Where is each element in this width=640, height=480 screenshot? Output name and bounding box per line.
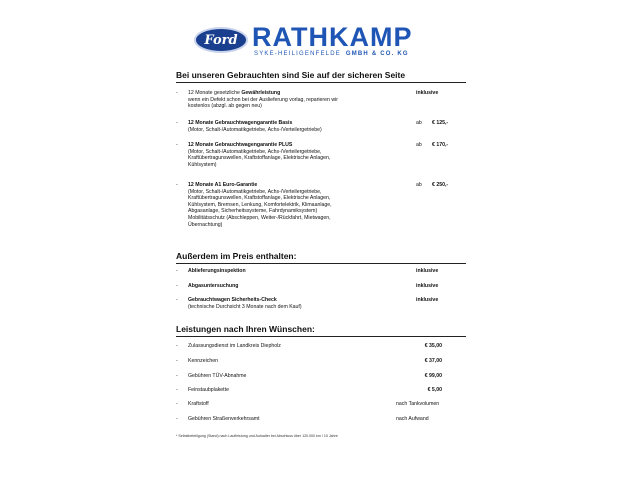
item-price-prefix: ab: [416, 142, 422, 148]
item-dash: -: [176, 387, 178, 393]
item-price: inklusive: [416, 283, 439, 289]
item-label: Feinstaubplakette: [188, 387, 229, 393]
section-title-included: Außerdem im Preis enthalten:: [176, 251, 466, 264]
item-dash: -: [176, 416, 178, 422]
item-label: Zulassungsdienst im Landkreis Diepholz: [188, 343, 281, 349]
item-dash: -: [176, 343, 178, 349]
item-note: kostenlos (abzgl. ab gegen neu): [188, 103, 262, 110]
item-title: 12 Monate Gebrauchtwagengarantie Basis: [188, 120, 293, 126]
item-note: Abgasanlage, Sicherheitssysteme, Fahrdynamiksystem): [188, 208, 318, 215]
item-dash: -: [176, 283, 178, 289]
item-dash: -: [176, 401, 178, 407]
item-note: wenn ein Defekt schon bei der Auslieferung vorlag, reparieren wir: [188, 96, 338, 103]
brand-name: RATHKAMP: [252, 22, 413, 52]
item-dash: -: [176, 142, 178, 148]
item-note: Übernachtung): [188, 221, 223, 228]
item-title: Abgasuntersuchung: [188, 283, 239, 289]
section-title-warranty: Bei unseren Gebrauchten sind Sie auf der sicheren Seite: [176, 70, 466, 83]
item-price: € 5,00: [427, 387, 442, 393]
item-dash: -: [176, 297, 178, 303]
item-note: (Motor, Schalt-/Automatikgetriebe, Achs-/Verteilergetriebe,: [188, 188, 322, 195]
item-price-prefix: ab: [416, 182, 422, 188]
item-title: Ablieferungsinspektion: [188, 268, 246, 274]
item-title: Gewährleistung: [241, 90, 281, 96]
item-note: (technische Durchsicht 3 Monate nach dem Kauf): [188, 303, 302, 310]
brand-subline: [254, 51, 409, 57]
item-price: € 125,-: [432, 120, 449, 126]
item-prefix: 12 Monate gesetzliche: [188, 90, 242, 96]
item-price: inklusive: [416, 90, 439, 96]
item-price: inklusive: [416, 268, 439, 274]
ford-label: Ford: [204, 32, 238, 48]
item-label: Gebühren Straßenverkehrsamt: [188, 416, 260, 422]
item-dash: -: [176, 373, 178, 379]
item-price: € 35,00: [424, 343, 442, 349]
item-dash: -: [176, 268, 178, 274]
item-dash: -: [176, 90, 178, 96]
item-label: Gebühren TÜV-Abnahme: [188, 373, 247, 379]
item-label: Kraftstoff: [188, 401, 209, 407]
item-note: Kraftübertragunswellen, Kraftstoffanlage, Elektrische Anlagen,: [188, 155, 331, 162]
item-price-prefix: ab: [416, 120, 422, 126]
item-note: Kraftübertragunswellen, Kraftstoffanlage, Elektrische Anlagen,: [188, 195, 331, 202]
item-note: nach Aufwand: [396, 416, 429, 422]
item-price: € 170,-: [432, 142, 449, 148]
item-price: € 37,00: [424, 358, 442, 364]
item-dash: -: [176, 358, 178, 364]
item-title: 12 Monate Gebrauchtwagengarantie PLUS: [188, 142, 293, 148]
item-note: (Motor, Schalt-/Automatikgetriebe, Achs-/Verteilergetriebe): [188, 126, 322, 133]
item-price: inklusive: [416, 297, 439, 303]
ford-oval-logo: [194, 27, 248, 53]
item-dash: -: [176, 120, 178, 126]
item-label: Kennzeichen: [188, 358, 218, 364]
company-logo: [194, 24, 434, 60]
section-title-services: Leistungen nach Ihren Wünschen:: [176, 324, 466, 337]
item-title: 12 Monate A1 Euro-Garantie: [188, 182, 258, 188]
item-note: Kühlsystem): [188, 161, 217, 168]
item-title: Gebrauchtwagen Sicherheits-Check: [188, 297, 277, 303]
brand-company-form: GMBH & CO. KG: [345, 51, 409, 57]
item-note: nach Tankvolumen: [396, 401, 440, 407]
item-price: € 250,-: [432, 182, 449, 188]
item-note: Mobilitätsschutz (Abschleppen, Weiter-/Rückfahrt, Mietwagen,: [188, 214, 331, 221]
item-note: (Motor, Schalt-/Automatikgetriebe, Achs-/Verteilergetriebe,: [188, 148, 322, 155]
item-price: € 99,00: [424, 373, 442, 379]
item-dash: -: [176, 182, 178, 188]
item-note: Kühlsystem, Bremsen, Lenkung, Komfortelektrik, Klimaanlage,: [188, 201, 332, 208]
footnote: * Selbstbeteiligung (Stand) nach Laufleistung und Autoalter bei Abschluss über 120.000 km / 10 Jahre: [176, 434, 338, 438]
brand-location: SYKE-HEILIGENFELDE: [254, 51, 341, 57]
